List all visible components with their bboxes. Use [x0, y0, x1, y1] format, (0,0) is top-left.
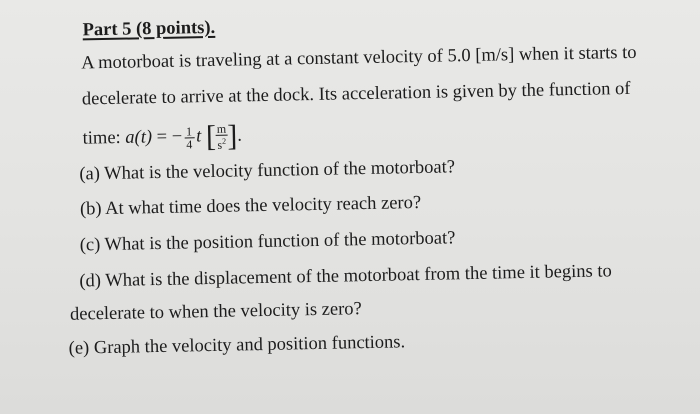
question-b: (b) At what time does the velocity reach zero? [79, 192, 422, 220]
question-d: (d) What is the displacement of the motorboat from the time it begins to [79, 261, 612, 292]
fraction-numerator: 1 [185, 123, 193, 138]
part-heading: Part 5 (8 points). [82, 17, 216, 41]
intro-line-2: decelerate to arrive at the dock. Its acceleration is given by the function of [81, 78, 631, 110]
unit-denominator-exponent: 2 [221, 136, 227, 146]
equation-equals: = − [151, 126, 183, 148]
unit-numerator: m [216, 121, 227, 136]
right-bracket: ] [226, 119, 238, 153]
unit-fraction [216, 123, 228, 151]
equation-variable: t [195, 126, 202, 147]
question-d-continued: decelerate to when the velocity is zero? [69, 299, 362, 325]
equation-prefix: time: [82, 127, 126, 149]
question-c: (c) What is the position function of the motorboat? [79, 228, 456, 256]
unit-denominator [216, 136, 228, 151]
unit-denominator-base: s [217, 137, 223, 152]
question-a: (a) What is the velocity function of the motorboat? [79, 157, 456, 185]
fraction-denominator: 4 [186, 136, 193, 151]
question-e: (e) Graph the velocity and position functions. [68, 332, 406, 359]
intro-line-1: A motorboat is traveling at a constant velocity of 5.0 [m/s] when it starts to [81, 42, 637, 74]
equation-lhs: a(t) [125, 127, 153, 148]
equation-end: . [237, 125, 243, 146]
left-bracket: [ [205, 119, 217, 154]
coefficient-fraction [184, 125, 194, 150]
equation-line [82, 121, 242, 154]
